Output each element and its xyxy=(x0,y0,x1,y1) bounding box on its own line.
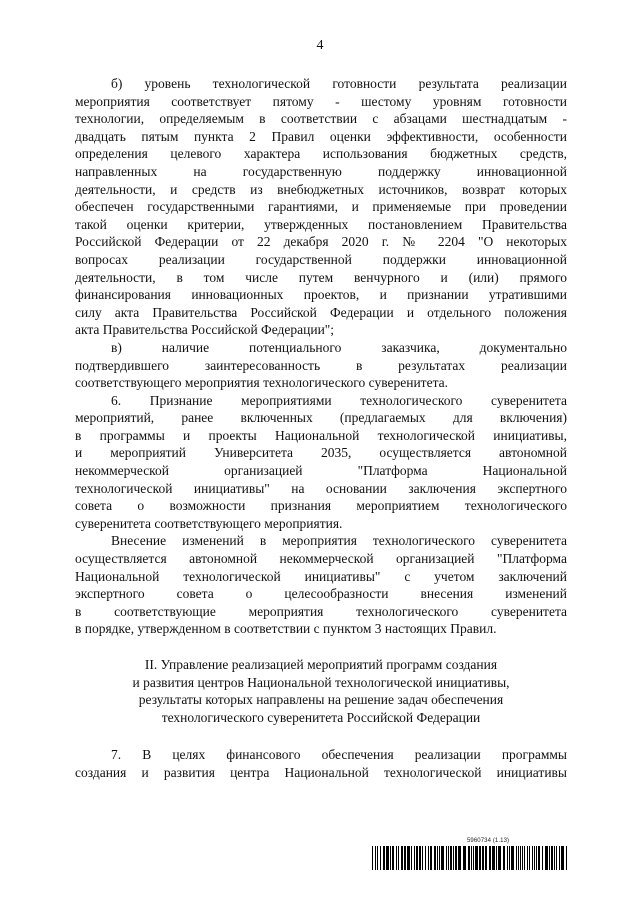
section-heading-line: и развития центров Национальной технологической инициативы, xyxy=(132,674,510,690)
text-line: двадцать пятым пункта 2 Правил оценки эффективности, особенности xyxy=(75,128,567,144)
text-line: деятельности, в том числе путем венчурного и (или) прямого xyxy=(75,269,567,285)
text-line: в программы и проекты Национальной технологической инициативы, xyxy=(75,427,567,443)
section-heading-line: II. Управление реализацией мероприятий программ создания xyxy=(144,657,498,672)
paragraph-6 xyxy=(75,392,567,533)
text-line: направленных на государственную поддержку инновационной xyxy=(75,163,567,179)
document-body xyxy=(75,75,567,782)
barcode-icon xyxy=(372,846,567,870)
text-line: в порядке, утвержденном в соответствии с пунктом 3 настоящих Правил. xyxy=(75,621,497,637)
text-line: совета о возможности признания мероприятием технологического xyxy=(75,498,567,514)
text-line: мероприятия соответствует пятому - шестому уровням готовности xyxy=(75,93,567,109)
barcode-code: 5960734 (1.13) xyxy=(467,838,510,844)
text-line: мероприятий, ранее включенных (предлагаемых для включения) xyxy=(75,410,567,426)
text-line: технологии, определяемым в соответствии с абзацами шестнадцатым - xyxy=(75,111,567,127)
text-line: 6. Признание мероприятиями технологического суверенитета xyxy=(111,392,567,408)
text-line: определения целевого характера использования бюджетных средств, xyxy=(75,146,567,162)
page-number: 4 xyxy=(316,38,324,53)
text-line: силу акта Правительства Российской Федерации и отдельного положения xyxy=(75,304,567,320)
text-line: соответствующего мероприятия технологического суверенитета. xyxy=(75,375,449,391)
paragraph-v xyxy=(75,339,567,392)
section-heading-line: результаты которых направлены на решение задач обеспечения xyxy=(138,692,504,708)
text-line: и мероприятий Университета 2035, осуществляется автономной xyxy=(75,445,567,461)
text-line: такой оценки критерии, утвержденных постановлением Правительства xyxy=(75,216,567,232)
text-line: осуществляется автономной некоммерческой организацией "Платформа xyxy=(75,551,567,567)
paragraph-7 xyxy=(75,746,567,781)
text-line: создания и развития центра Национальной технологической инициативы xyxy=(75,764,567,780)
paragraph-b xyxy=(75,75,567,339)
text-line: 7. В целях финансового обеспечения реализации программы xyxy=(111,747,567,763)
text-line: в) наличие потенциального заказчика, документально xyxy=(111,339,567,355)
text-line: в соответствующие мероприятия технологического суверенитета xyxy=(75,603,567,619)
text-line: Российской Федерации от 22 декабря 2020 г. № 2204 "О некоторых xyxy=(75,234,567,250)
text-line: технологической инициативы" на основании заключения экспертного xyxy=(75,480,567,496)
text-line: обеспечен государственными гарантиями, и применяемые при проведении xyxy=(75,199,567,215)
text-line: вопросах реализации государственной поддержки инновационной xyxy=(75,251,567,267)
section-heading-line: технологического суверенитета Российской Федерации xyxy=(161,709,481,725)
text-line: б) уровень технологической готовности результата реализации xyxy=(111,76,567,91)
text-line: подтвердившего заинтересованность в результатах реализации xyxy=(75,357,567,373)
paragraph-6-amendments xyxy=(75,532,567,638)
text-line: акта Правительства Российской Федерации"; xyxy=(75,322,335,338)
text-line: Национальной технологической инициативы" с учетом заключений xyxy=(75,568,567,584)
text-line: экспертного совета о целесообразности внесения изменений xyxy=(75,586,567,602)
text-line: суверенитета соответствующего мероприятия. xyxy=(75,515,343,531)
text-line: финансирования инновационных проектов, и признании утратившими xyxy=(75,287,567,303)
text-line: некоммерческой организацией "Платформа Национальной xyxy=(75,463,567,479)
section-heading xyxy=(75,656,567,726)
text-line: Внесение изменений в мероприятия технологического суверенитета xyxy=(111,533,567,549)
text-line: деятельности, и средств из внебюджетных источников, возврат которых xyxy=(75,181,567,197)
